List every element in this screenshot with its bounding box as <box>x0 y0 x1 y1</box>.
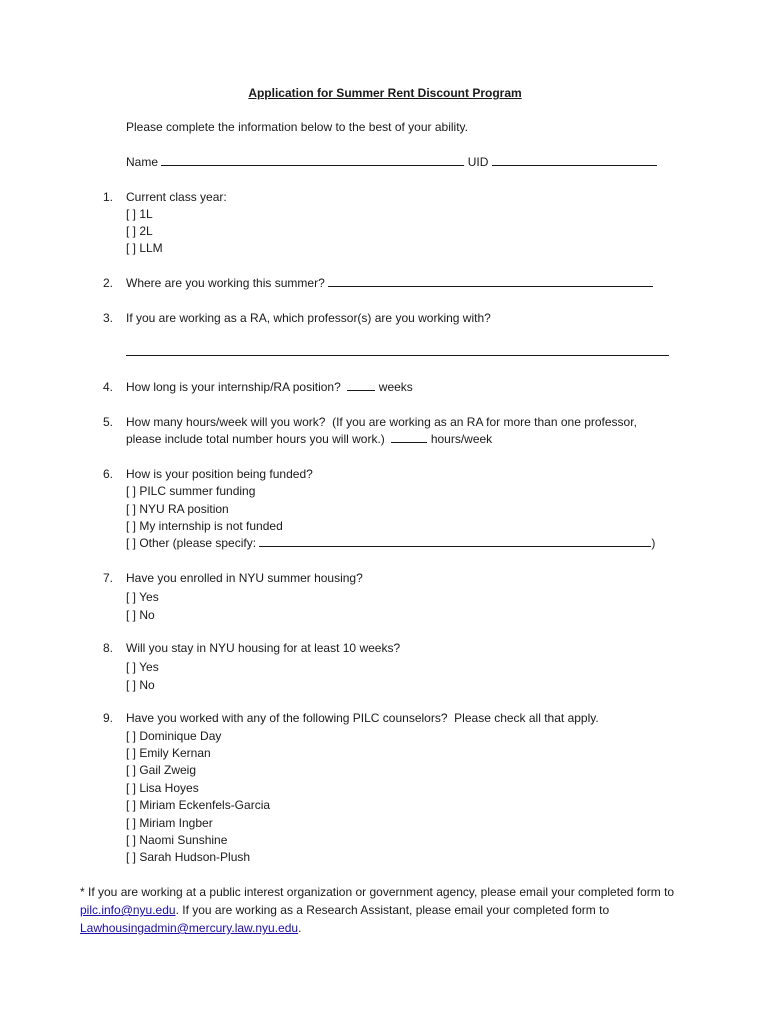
name-field[interactable] <box>161 154 464 166</box>
q9-option[interactable]: [ ] Naomi Sunshine <box>126 833 228 847</box>
q6-text: How is your position being funded? <box>126 467 313 481</box>
q2-number: 2. <box>103 276 114 290</box>
q3-text: If you are working as a RA, which professor(s) are you working with? <box>126 311 491 325</box>
q2-field[interactable] <box>328 275 653 287</box>
q3-field[interactable] <box>126 344 669 356</box>
q6-other-label[interactable]: [ ] Other (please specify: <box>126 536 257 550</box>
q6-option[interactable]: [ ] PILC summer funding <box>126 484 256 498</box>
q1-option[interactable]: [ ] 1L <box>126 207 153 221</box>
q6-number: 6. <box>103 467 114 481</box>
q7-option[interactable]: [ ] No <box>126 608 155 622</box>
q6-option[interactable]: [ ] NYU RA position <box>126 502 229 516</box>
q1-text: Current class year: <box>126 190 227 204</box>
q4-suffix: weeks <box>378 380 413 394</box>
note-part2: form to <box>636 885 675 899</box>
q6-option[interactable]: [ ] My internship is not funded <box>126 519 283 533</box>
q9-option[interactable]: [ ] Sarah Hudson-Plush <box>126 850 251 864</box>
q3-row <box>126 344 669 361</box>
pilc-email-link[interactable]: pilc.info@nyu.edu <box>80 903 176 917</box>
uid-label: UID <box>467 155 489 169</box>
q1-option[interactable]: [ ] 2L <box>126 224 153 238</box>
name-uid-row <box>126 154 657 171</box>
q9-option[interactable]: [ ] Dominique Day <box>126 729 222 743</box>
q8-option[interactable]: [ ] Yes <box>126 660 159 674</box>
q9-option[interactable]: [ ] Miriam Ingber <box>126 816 213 830</box>
q6-other-field[interactable] <box>259 535 651 547</box>
q7-option[interactable]: [ ] Yes <box>126 590 159 604</box>
q1-number: 1. <box>103 190 114 204</box>
note-part4: to <box>599 903 610 917</box>
q8-number: 8. <box>103 641 114 655</box>
q9-number: 9. <box>103 711 114 725</box>
q7-text: Have you enrolled in NYU summer housing? <box>126 571 363 585</box>
q5-suffix: hours/week <box>430 432 493 446</box>
q4-number: 4. <box>103 380 114 394</box>
q5-number: 5. <box>103 415 114 429</box>
q3-number: 3. <box>103 311 114 325</box>
q5-field[interactable] <box>391 431 427 443</box>
q5-row <box>126 431 492 448</box>
q7-number: 7. <box>103 571 114 585</box>
q1-option[interactable]: [ ] LLM <box>126 241 163 255</box>
name-label: Name <box>126 155 159 169</box>
page-title: Application for Summer Rent Discount Program <box>248 86 522 100</box>
q5-line2: please include total number hours you will work.) <box>126 432 385 446</box>
q6-other-close: ) <box>651 536 656 550</box>
q6-other-row <box>126 535 655 552</box>
q9-option[interactable]: [ ] Lisa Hoyes <box>126 781 199 795</box>
submission-note <box>80 883 700 937</box>
q4-row <box>126 379 413 396</box>
note-part1: * If you are working at a public interest organization or government agency, please email your completed <box>80 885 634 899</box>
note-part5: . <box>298 921 302 935</box>
q9-option[interactable]: [ ] Miriam Eckenfels-Garcia <box>126 798 271 812</box>
q9-text: Have you worked with any of the following PILC counselors? Please check all that apply. <box>126 711 599 725</box>
note-part3: . If you are working as a Research Assistant, please email your completed form <box>175 903 596 917</box>
uid-field[interactable] <box>492 154 657 166</box>
q4-field[interactable] <box>347 379 375 391</box>
q9-option[interactable]: [ ] Emily Kernan <box>126 746 211 760</box>
intro-text: Please complete the information below to the best of your ability. <box>126 120 468 134</box>
q8-text: Will you stay in NYU housing for at least 10 weeks? <box>126 641 401 655</box>
q4-text: How long is your internship/RA position? <box>126 380 341 394</box>
q5-line1: How many hours/week will you work? (If you are working as an RA for more than one professor, <box>126 415 637 429</box>
q8-option[interactable]: [ ] No <box>126 678 155 692</box>
q9-option[interactable]: [ ] Gail Zweig <box>126 763 197 777</box>
housing-email-link[interactable]: Lawhousingadmin@mercury.law.nyu.edu <box>80 921 299 935</box>
q2-text: Where are you working this summer? <box>126 276 325 290</box>
q2-row <box>126 275 653 292</box>
